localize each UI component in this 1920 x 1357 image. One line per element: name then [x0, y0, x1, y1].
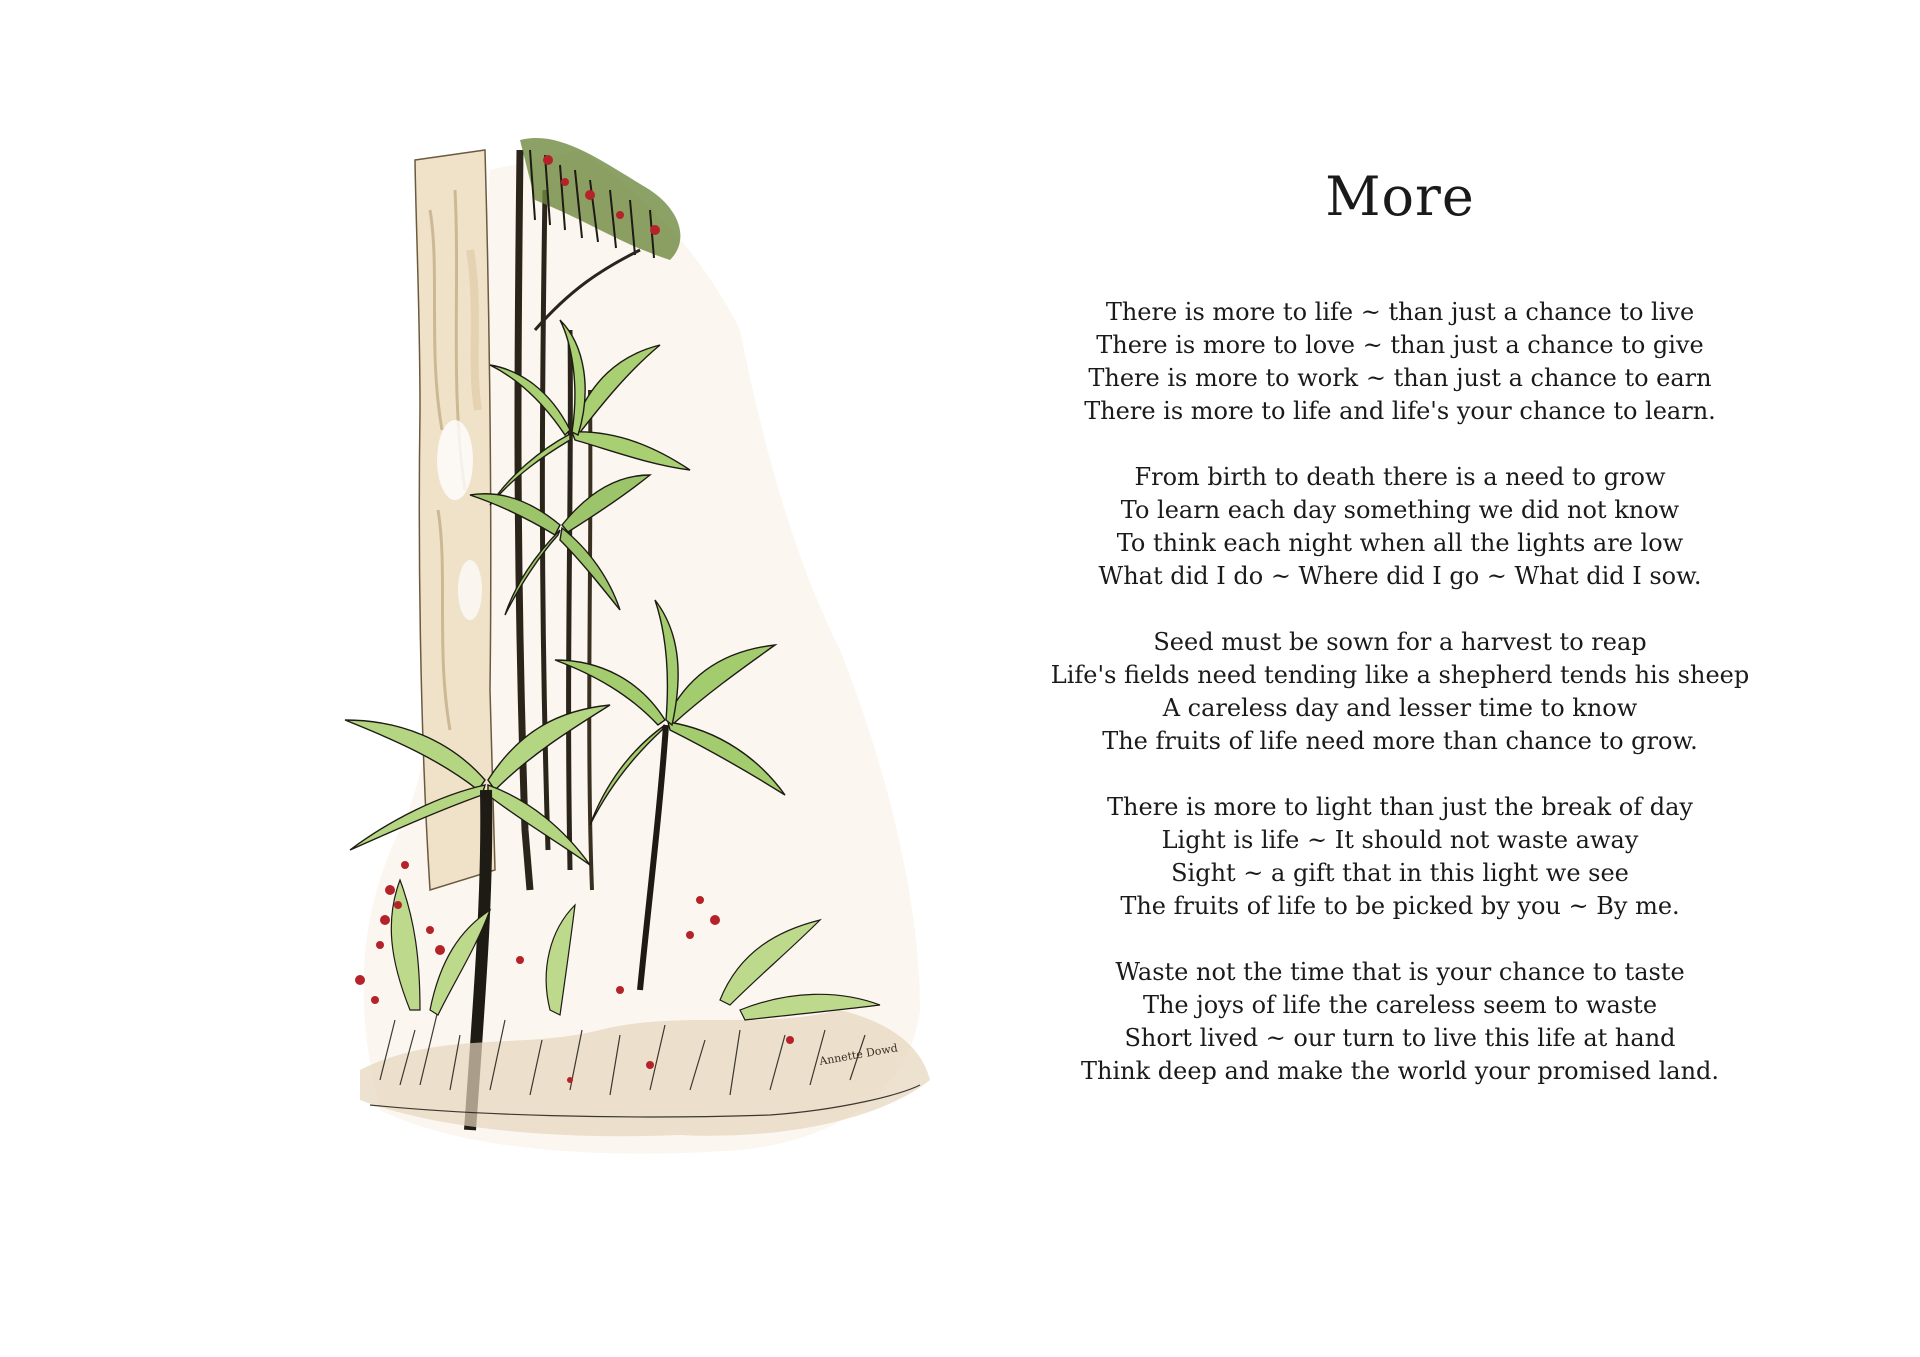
poem-line: There is more to love ~ than just a chance to give: [1096, 331, 1704, 359]
rainforest-illustration: [320, 130, 960, 1180]
poem: [1020, 165, 1780, 1121]
poem-line: The joys of life the careless seem to waste: [1142, 991, 1658, 1019]
poem-line: There is more to work ~ than just a chance to earn: [1088, 364, 1712, 392]
poem-line: From birth to death there is a need to grow: [1134, 463, 1666, 491]
rainforest-drawing: [320, 130, 960, 1180]
poem-line: Life's fields need tending like a shepherd tends his sheep: [1050, 661, 1750, 689]
artist-signature: Annette Dowd: [818, 1041, 899, 1068]
poem-line: Think deep and make the world your promised land.: [1080, 1057, 1720, 1085]
stanza-1: [1020, 296, 1780, 428]
poem-line: There is more to life and life's your chance to learn.: [1084, 397, 1716, 425]
poem-line: A careless day and lesser time to know: [1162, 694, 1638, 722]
stanza-3: [1020, 626, 1780, 758]
poem-line: To learn each day something we did not know: [1120, 496, 1680, 524]
stanza-4: [1020, 791, 1780, 923]
poem-line: Seed must be sown for a harvest to reap: [1153, 628, 1647, 656]
poem-line: Sight ~ a gift that in this light we see: [1171, 859, 1629, 887]
stanza-5: [1020, 956, 1780, 1088]
poem-line: Waste not the time that is your chance to taste: [1115, 958, 1685, 986]
poem-title: More: [1325, 165, 1475, 228]
stanza-2: [1020, 461, 1780, 593]
poem-line: There is more to life ~ than just a chance to live: [1105, 298, 1695, 326]
poem-line: To think each night when all the lights are low: [1116, 529, 1684, 557]
poem-line: There is more to light than just the break of day: [1107, 793, 1693, 821]
poem-line: The fruits of life to be picked by you ~ By me.: [1120, 892, 1680, 920]
poem-line: Light is life ~ It should not waste away: [1161, 826, 1639, 854]
poem-line: What did I do ~ Where did I go ~ What did I sow.: [1098, 562, 1702, 590]
poem-line: The fruits of life need more than chance to grow.: [1102, 727, 1698, 755]
poem-line: Short lived ~ our turn to live this life at hand: [1124, 1024, 1676, 1052]
